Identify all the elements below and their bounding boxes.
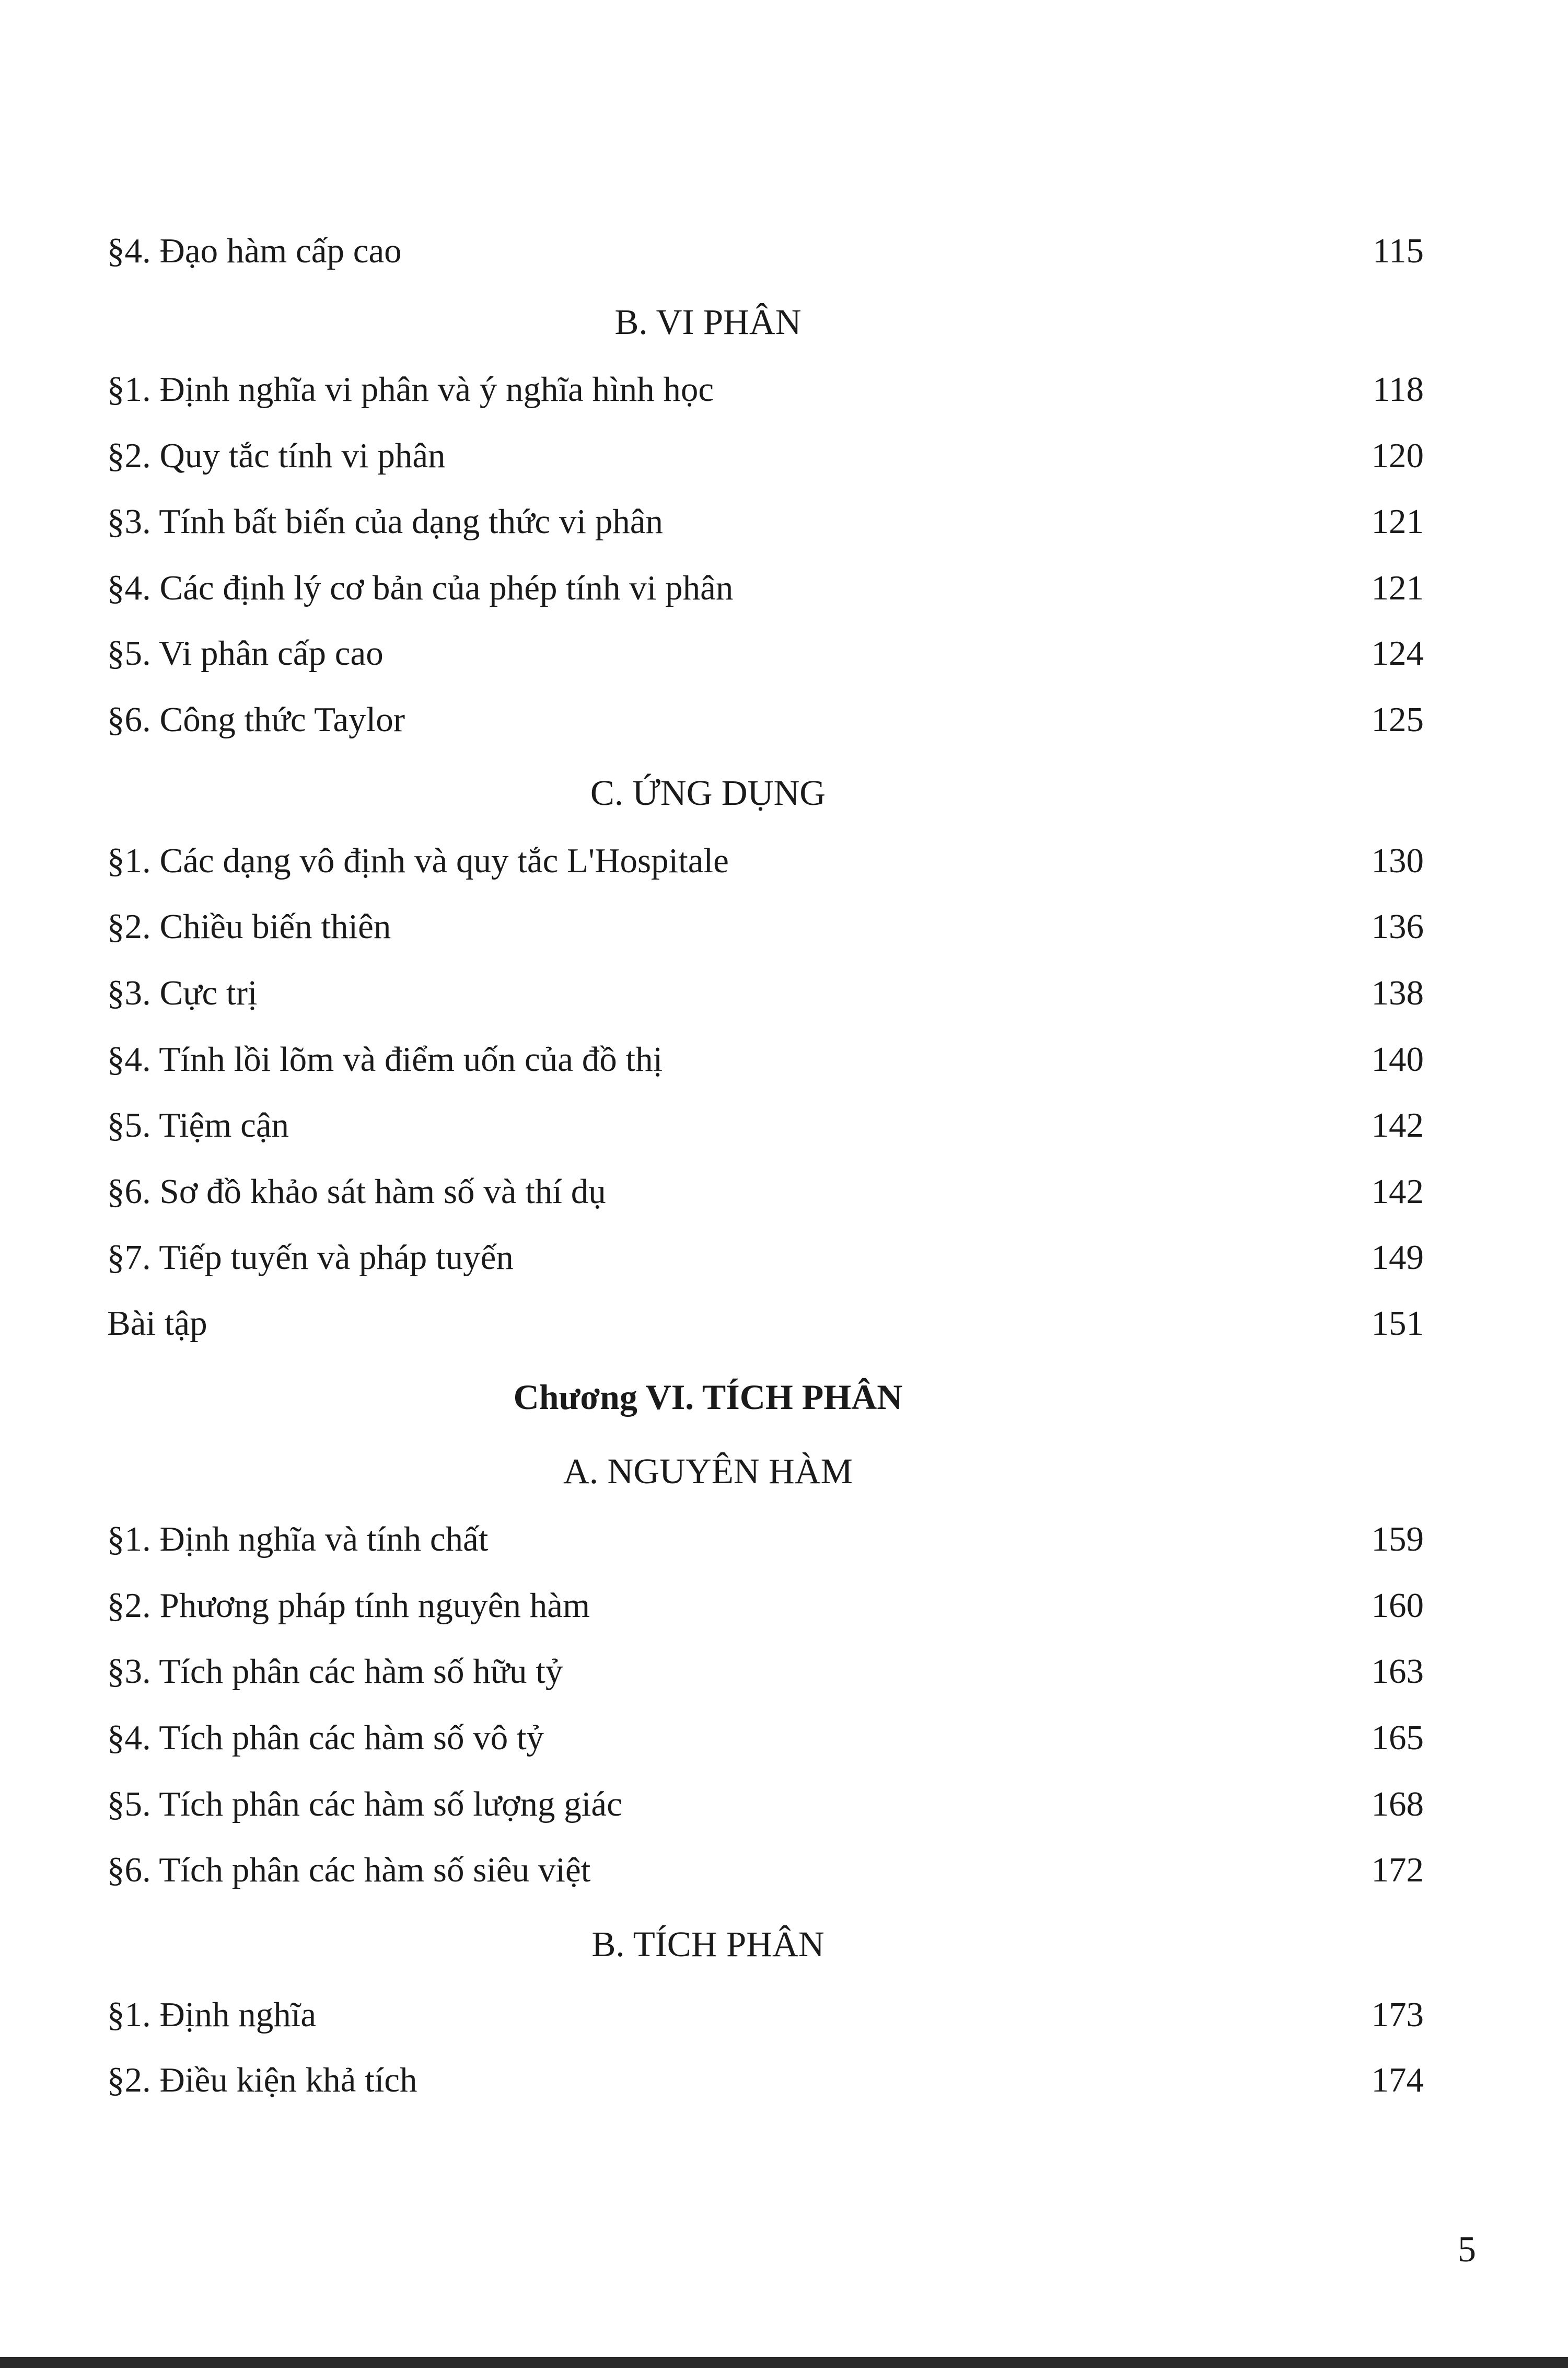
toc-entry-page: 125 xyxy=(1371,700,1424,739)
toc-entry xyxy=(107,562,1424,614)
toc-entry-page: 121 xyxy=(1371,569,1424,607)
toc-entry-page: 121 xyxy=(1371,502,1424,541)
toc-entry-page: 165 xyxy=(1371,1718,1424,1757)
toc-entry-title: §5. Tích phân các hàm số lượng giác xyxy=(107,1785,622,1823)
toc-entry-page: 172 xyxy=(1371,1851,1424,1889)
toc-entry xyxy=(107,430,1424,482)
toc-entry-title: §2. Phương pháp tính nguyên hàm xyxy=(107,1586,590,1625)
toc-entry-page: 140 xyxy=(1371,1040,1424,1079)
toc-entry-title: §4. Tích phân các hàm số vô tỷ xyxy=(107,1718,544,1757)
toc-entry xyxy=(107,900,1424,953)
toc-entry xyxy=(107,1513,1424,1565)
toc-entry-page: 130 xyxy=(1371,841,1424,880)
toc-entry-page: 163 xyxy=(1371,1652,1424,1691)
toc-entry xyxy=(107,225,1424,277)
toc-entry-page: 159 xyxy=(1371,1520,1424,1558)
toc-entry xyxy=(107,1989,1424,2041)
toc-entry-title: §4. Tính lồi lõm và điểm uốn của đồ thị xyxy=(107,1040,663,1079)
toc-entry xyxy=(107,1231,1424,1284)
toc-entry-title: §3. Tính bất biến của dạng thức vi phân xyxy=(107,502,664,541)
toc-entry-title: §4. Đạo hàm cấp cao xyxy=(107,232,402,270)
toc-entry xyxy=(107,627,1424,679)
toc-entry-page: 120 xyxy=(1371,436,1424,475)
toc-entry xyxy=(107,1778,1424,1830)
chapter-heading: Chương VI. TÍCH PHÂN xyxy=(513,1377,903,1417)
toc-entry-page: 115 xyxy=(1372,232,1424,270)
toc-entry-page: 149 xyxy=(1371,1238,1424,1277)
toc-entry xyxy=(107,363,1424,415)
toc-entry-page: 142 xyxy=(1371,1172,1424,1211)
toc-entry xyxy=(107,495,1424,548)
toc-entry-page: 118 xyxy=(1372,370,1424,409)
toc-entry-page: 142 xyxy=(1371,1106,1424,1145)
toc-entry-title: §2. Điều kiện khả tích xyxy=(107,2061,417,2099)
section-heading: A. NGUYÊN HÀM xyxy=(563,1451,853,1491)
section-heading: B. VI PHÂN xyxy=(614,302,802,342)
toc-entry-page: 151 xyxy=(1371,1304,1424,1343)
scan-bottom-edge xyxy=(0,2357,1568,2368)
toc-entry xyxy=(107,835,1424,887)
toc-entry-title: §6. Sơ đồ khảo sát hàm số và thí dụ xyxy=(107,1172,606,1211)
section-heading: C. ỨNG DỤNG xyxy=(590,773,826,813)
toc-entry-title: §6. Tích phân các hàm số siêu việt xyxy=(107,1851,591,1889)
toc-entry xyxy=(107,1844,1424,1896)
toc-entry-page: 173 xyxy=(1371,1995,1424,2034)
toc-entry-title: §7. Tiếp tuyến và pháp tuyến xyxy=(107,1238,514,1277)
toc-entry-title: §5. Tiệm cận xyxy=(107,1106,289,1145)
toc-entry-page: 138 xyxy=(1371,974,1424,1012)
toc-entry xyxy=(107,694,1424,746)
toc-entry-title: §1. Các dạng vô định và quy tắc L'Hospitale xyxy=(107,841,729,880)
toc-entry-page: 136 xyxy=(1371,907,1424,946)
toc-entry-title: §5. Vi phân cấp cao xyxy=(107,634,384,673)
toc-entry-title: §2. Quy tắc tính vi phân xyxy=(107,436,446,475)
toc-entry xyxy=(107,967,1424,1019)
toc-entry-title: §2. Chiều biến thiên xyxy=(107,907,391,946)
toc-entry-title: §3. Tích phân các hàm số hữu tỷ xyxy=(107,1652,563,1691)
section-heading: B. TÍCH PHÂN xyxy=(591,1924,824,1964)
toc-entry-page: 174 xyxy=(1371,2061,1424,2099)
toc-entry-title: §3. Cực trị xyxy=(107,974,258,1012)
toc-entry xyxy=(107,1165,1424,1218)
toc-entry-title: §1. Định nghĩa vi phân và ý nghĩa hình học xyxy=(107,370,714,409)
page-number: 5 xyxy=(1458,2230,1476,2270)
toc-entry xyxy=(107,1645,1424,1697)
toc-entry-title: §1. Định nghĩa và tính chất xyxy=(107,1520,489,1558)
toc-entry-title: Bài tập xyxy=(107,1304,207,1343)
toc-entry-page: 160 xyxy=(1371,1586,1424,1625)
toc-entry-title: §6. Công thức Taylor xyxy=(107,700,405,739)
toc-entry xyxy=(107,1033,1424,1085)
toc-entry-page: 124 xyxy=(1371,634,1424,673)
toc-entry xyxy=(107,1579,1424,1632)
toc-entry xyxy=(107,1712,1424,1764)
toc-entry-page: 168 xyxy=(1371,1785,1424,1823)
toc-entry xyxy=(107,1297,1424,1349)
toc-entry-title: §1. Định nghĩa xyxy=(107,1995,317,2034)
toc-entry xyxy=(107,1099,1424,1151)
toc-entry-title: §4. Các định lý cơ bản của phép tính vi phân xyxy=(107,569,734,607)
toc-entry xyxy=(107,2054,1424,2106)
